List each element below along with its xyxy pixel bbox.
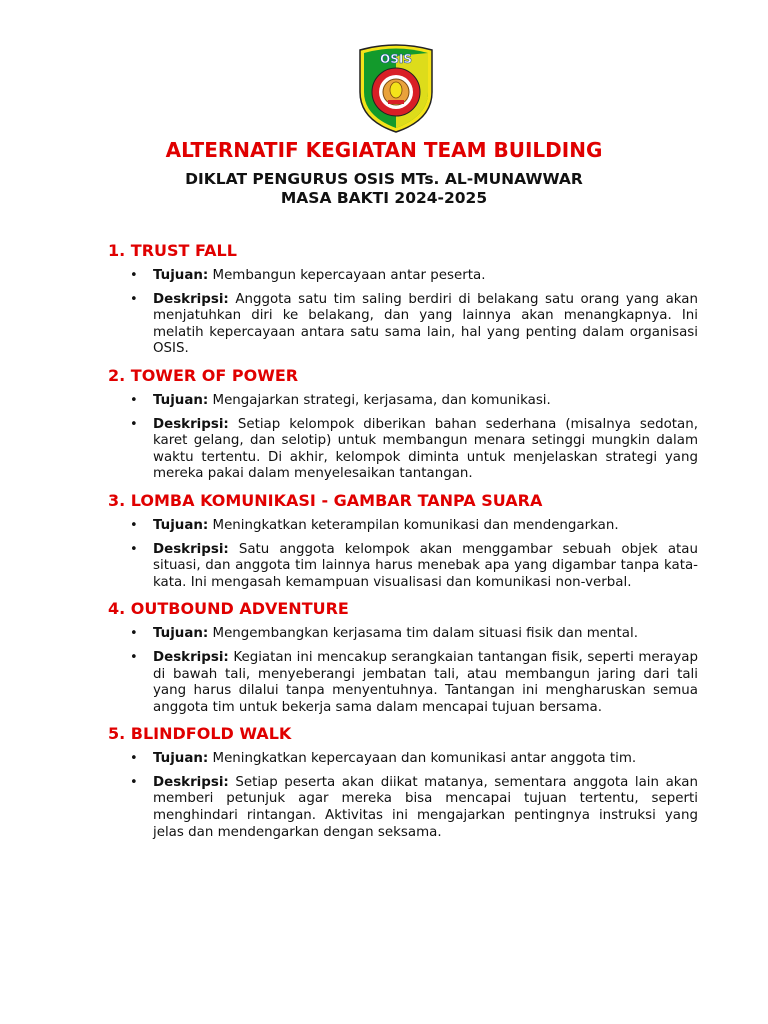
list-item-deskripsi	[108, 417, 698, 483]
section-blindfold-walk	[108, 723, 698, 841]
tujuan-label: Tujuan:	[153, 626, 209, 642]
osis-shield-icon	[356, 44, 436, 134]
bullet-icon: •	[130, 751, 138, 767]
tujuan-text: Membangun kepercayaan antar peserta.	[212, 268, 486, 283]
bullet-icon: •	[130, 626, 138, 642]
section-tower-of-power	[108, 365, 698, 483]
bullet-icon: •	[130, 291, 138, 307]
logo-osis-text: OSIS	[380, 52, 412, 66]
list-item-deskripsi	[108, 292, 698, 358]
deskripsi-text: Kegiatan ini mencakup serangkaian tantangan fisik, seperti merayap di bawah tali, menyeberangi jembatan tali, atau membangun jaring dari tali yang harus dilalui tanpa menyentuhnya. Tantangan ini mengharuskan semua anggota tim untuk bekerja sama dalam mencapai tujuan bersama.	[153, 649, 698, 715]
bullet-icon: •	[130, 649, 138, 665]
section-heading: 3. LOMBA KOMUNIKASI - GAMBAR TANPA SUARA	[108, 490, 543, 510]
deskripsi-text: Satu anggota kelompok akan menggambar sebuah objek atau situasi, dan anggota tim lainnya harus menebak apa yang digambar tanpa kata-kata. Ini mengasah kemampuan visualisasi dan komunikasi non-verbal.	[153, 541, 698, 590]
deskripsi-label: Deskripsi:	[153, 291, 229, 307]
deskripsi-label: Deskripsi:	[153, 416, 229, 432]
list-item-tujuan	[108, 518, 698, 535]
tujuan-label: Tujuan:	[153, 268, 209, 283]
section-heading: 2. TOWER OF POWER	[108, 365, 299, 385]
list-item-deskripsi	[108, 650, 698, 716]
list-item-tujuan	[108, 626, 698, 643]
osis-logo	[356, 44, 436, 134]
bullet-icon: •	[130, 392, 138, 408]
list-item-tujuan	[108, 268, 698, 285]
tujuan-label: Tujuan:	[153, 751, 209, 767]
list-item-deskripsi	[108, 775, 698, 841]
bullet-icon: •	[130, 268, 138, 283]
section-lomba-komunikasi	[108, 490, 698, 591]
tujuan-text: Mengajarkan strategi, kerjasama, dan komunikasi.	[212, 392, 551, 408]
list-item-tujuan	[108, 393, 698, 410]
deskripsi-label: Deskripsi:	[153, 774, 229, 790]
section-heading: 4. OUTBOUND ADVENTURE	[108, 599, 349, 619]
list-item-tujuan	[108, 751, 698, 768]
tujuan-text: Mengembangkan kerjasama tim dalam situasi fisik dan mental.	[212, 626, 638, 642]
deskripsi-text: Setiap kelompok diberikan bahan sederhana (misalnya sedotan, karet gelang, dan selotip) untuk membangun menara setinggi mungkin dalam waktu tertentu. Di akhir, kelompok diminta untuk menjelaskan strategi yang mereka pakai dalam menyelesaikan tantangan.	[153, 416, 698, 482]
activity-list	[108, 240, 698, 848]
section-outbound-adventure	[108, 598, 698, 716]
deskripsi-text: Anggota satu tim saling berdiri di belakang satu orang yang akan menjatuhkan diri ke belakang, dan yang lainnya akan menangkapnya. Ini melatih kepercayaan antara satu sama lain, hal yang penting dalam organisasi OSIS.	[153, 291, 698, 357]
tujuan-label: Tujuan:	[153, 517, 209, 533]
section-heading: 1. TRUST FALL	[108, 241, 237, 260]
section-heading: 5. BLINDFOLD WALK	[108, 724, 292, 744]
subtitle-line-2: MASA BAKTI 2024-2025	[280, 189, 488, 207]
list-item-deskripsi	[108, 542, 698, 592]
page-title: ALTERNATIF KEGIATAN TEAM BUILDING	[165, 138, 603, 162]
bullet-icon: •	[130, 541, 138, 557]
deskripsi-label: Deskripsi:	[153, 649, 229, 665]
bullet-icon: •	[130, 517, 138, 533]
section-trust-fall	[108, 240, 698, 358]
subtitle-line-1: DIKLAT PENGURUS OSIS MTs. AL-MUNAWWAR	[185, 170, 583, 188]
page-subtitle	[0, 170, 768, 208]
tujuan-text: Meningkatkan kepercayaan dan komunikasi antar anggota tim.	[212, 751, 637, 767]
deskripsi-text: Setiap peserta akan diikat matanya, sementara anggota lain akan memberi petunjuk agar mereka bisa mencapai tujuan tertentu, seperti menghindari rintangan. Aktivitas ini mengajarkan pentingnya instruksi yang jelas dan mendengarkan dengan seksama.	[153, 774, 698, 840]
bullet-icon: •	[130, 774, 138, 790]
tujuan-label: Tujuan:	[153, 392, 209, 408]
bullet-icon: •	[130, 416, 138, 432]
tujuan-text: Meningkatkan keterampilan komunikasi dan mendengarkan.	[212, 517, 619, 533]
deskripsi-label: Deskripsi:	[153, 541, 229, 557]
